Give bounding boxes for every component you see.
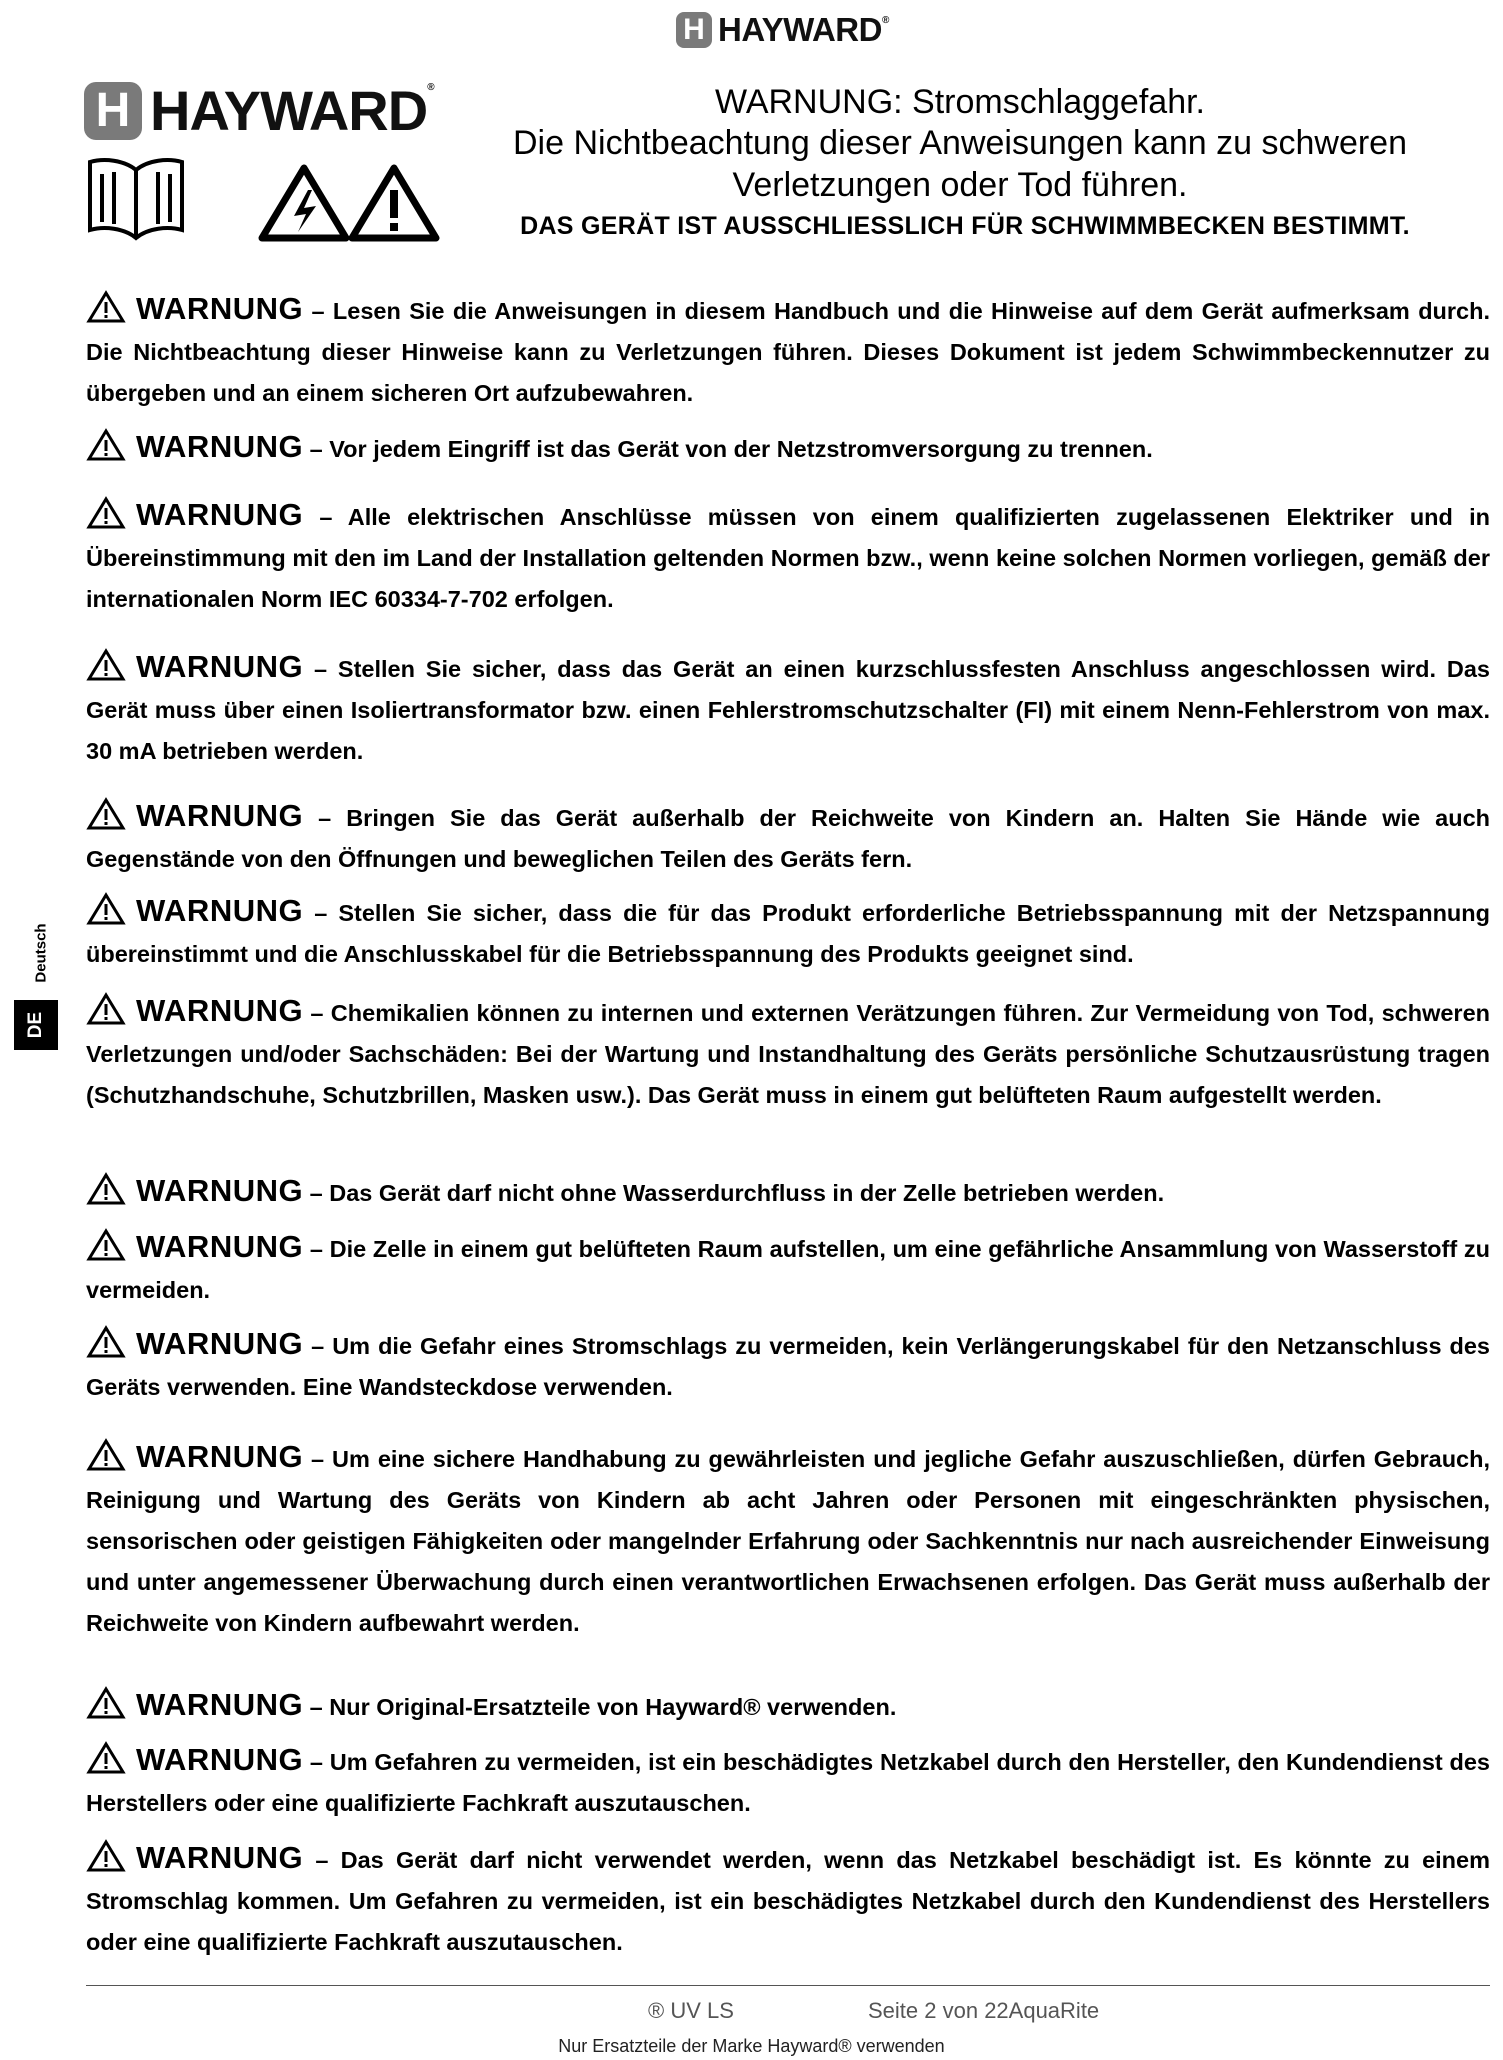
hayward-logo-icon: H [84, 82, 142, 140]
warning-triangle-icon [86, 892, 126, 926]
side-language-label: Deutsch [32, 923, 50, 983]
warning-triangle-icon [86, 1325, 126, 1359]
warning-item: WARNUNG – Lesen Sie die Anweisungen in diesem Handbuch und die Hinweise auf dem Gerät aufmerksam durch. Die Nichtbeachtung dieser Hinweise kann zu Verletzungen führen. Dieses Dokument ist jedem Schwimmbeckennutzer zu übergeben und an einem sicheren Ort aufzubewahren. [86, 291, 1490, 406]
warning-triangle-icon [86, 1686, 126, 1720]
warning-triangle-icon [86, 1438, 126, 1472]
warning-item: WARNUNG – Chemikalien können zu internen und externen Verätzungen führen. Zur Vermeidung von Tod, schweren Verletzungen und/oder Sachschäden: Bei der Wartung und Instandhaltung des Geräts persönliche Schutzausrüstung tragen (Schutzhandschuhe, Schutzbrillen, Masken usw.). Das Gerät muss in einem gut belüfteten Raum aufgestellt werden. [86, 993, 1491, 1108]
warning-item: WARNUNG – Nur Original-Ersatzteile von Hayward® verwenden. [86, 1684, 1490, 1728]
warning-triangle-icon [86, 1172, 126, 1206]
warning-item: WARNUNG – Die Zelle in einem gut belüfteten Raum aufstellen, um eine gefährliche Ansammlung von Wasserstoff zu vermeiden. [86, 1229, 1490, 1303]
header-title-line-1: WARNUNG: Stromschlaggefahr. [715, 83, 1205, 121]
warning-item: WARNUNG – Vor jedem Eingriff ist das Gerät von der Netzstromversorgung zu trennen. [86, 426, 1490, 470]
warning-triangle-icon [86, 1839, 126, 1873]
footer-page-number: Seite 2 von 22AquaRite [868, 1998, 1100, 2023]
top-brand-logo [676, 8, 889, 52]
footer-product: ® UV LS [648, 1998, 734, 2023]
warning-item: WARNUNG – Um Gefahren zu vermeiden, ist ein beschädigtes Netzkabel durch den Hersteller, den Kundendienst des Herstellers oder eine qualifizierte Fachkraft auszutauschen. [86, 1742, 1490, 1816]
warning-triangle-icon [86, 428, 126, 462]
warning-item: WARNUNG – Bringen Sie das Gerät außerhalb der Reichweite von Kindern an. Halten Sie Hände wie auch Gegenstände von den Öffnungen und beweglichen Teilen des Geräts fern. [86, 798, 1491, 872]
electric-hazard-icon [258, 162, 350, 242]
brand-name: HAYWARD® [150, 79, 434, 142]
manual-book-icon [84, 152, 188, 242]
header-title-line-3: Verletzungen oder Tod führen. [732, 166, 1188, 204]
side-language-code-tab: DE [14, 1000, 58, 1050]
header-title-line-2: Die Nichtbeachtung dieser Anweisungen kann zu schweren [513, 124, 1407, 162]
header-subtitle: DAS GERÄT IST AUSSCHLIESSLICH FÜR SCHWIMMBECKEN BESTIMMT. [520, 212, 1410, 240]
warning-triangle-icon [86, 797, 126, 831]
warning-item: WARNUNG – Um die Gefahr eines Stromschlags zu vermeiden, kein Verlängerungskabel für den Netzanschluss des Geräts verwenden. Eine Wandsteckdose verwenden. [86, 1326, 1491, 1400]
warning-triangle-icon [86, 992, 126, 1026]
footer-note: Nur Ersatzteile der Marke Hayward® verwenden [558, 2036, 945, 2056]
warning-item: WARNUNG – Alle elektrischen Anschlüsse müssen von einem qualifizierten zugelassenen Elektriker und in Übereinstimmung mit den im Land der Installation geltenden Normen bzw., wenn keine solchen Normen vorliegen, gemäß der internationalen Norm IEC 60334-7-702 erfolgen. [86, 497, 1490, 612]
warning-item: WARNUNG – Stellen Sie sicher, dass die für das Produkt erforderliche Betriebsspannung mit der Netzspannung übereinstimmt und die Anschlusskabel für die Betriebsspannung des Produkts geeignet sind. [86, 893, 1490, 967]
warning-item: WARNUNG – Das Gerät darf nicht verwendet werden, wenn das Netzkabel beschädigt ist. Es könnte zu einem Stromschlag kommen. Um Gefahren zu vermeiden, ist ein beschädigtes Netzkabel durch den Kundendienst des Herstellers oder eine qualifizierte Fachkraft auszutauschen. [86, 1840, 1490, 1955]
warning-triangle-icon [86, 1228, 126, 1262]
warning-triangle-icon [348, 162, 440, 242]
warning-triangle-icon [86, 290, 126, 324]
brand-name: HAYWARD® [718, 11, 889, 48]
warning-triangle-icon [86, 496, 126, 530]
warning-item: WARNUNG – Das Gerät darf nicht ohne Wasserdurchfluss in der Zelle betrieben werden. [86, 1170, 1490, 1214]
hayward-logo-icon: H [676, 12, 712, 48]
footer-divider [86, 1985, 1490, 1986]
warning-triangle-icon [86, 648, 126, 682]
warning-triangle-icon [86, 1741, 126, 1775]
warning-item: WARNUNG – Stellen Sie sicher, dass das Gerät an einen kurzschlussfesten Anschluss angeschlossen wird. Das Gerät muss über einen Isoliertransformator bzw. einen Fehlerstromschutzschalter (FI) mit einem Nenn-Fehlerstrom von max. 30 mA betrieben werden. [86, 649, 1490, 764]
warning-item: WARNUNG – Um eine sichere Handhabung zu gewährleisten und jegliche Gefahr auszuschließen, dürfen Gebrauch, Reinigung und Wartung des Geräts von Kindern ab acht Jahren oder Personen mit eingeschränkten physischen, sensorischen oder geistigen Fähigkeiten oder mangelnder Erfahrung oder Sachkenntnis nur nach ausreichender Einweisung und unter angemessener Überwachung durch einen verantwortlichen Erwachsenen erfolgen. Das Gerät muss außerhalb der Reichweite von Kindern aufbewahrt werden. [86, 1439, 1490, 1636]
header-brand-logo [84, 78, 434, 143]
